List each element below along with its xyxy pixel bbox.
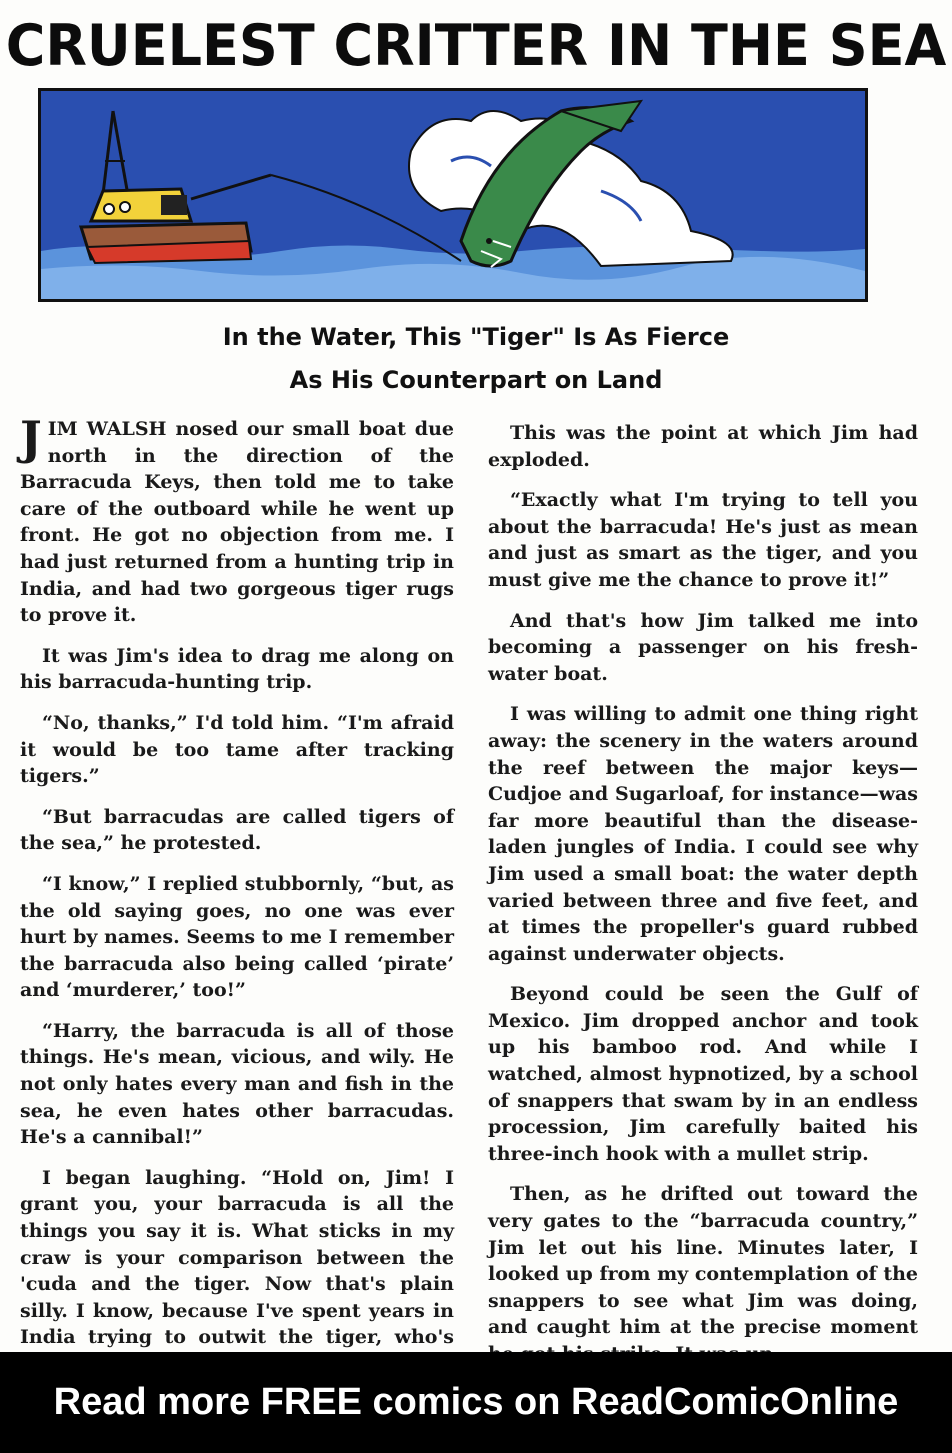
- boat-barracuda-illustration: [41, 91, 865, 299]
- paragraph: And that's how Jim talked me into becoming a passenger on his fresh-water boat.: [488, 609, 918, 685]
- drop-cap: J: [20, 411, 42, 465]
- paragraph: JIM WALSH nosed our small boat due north in the direction of the Barracuda Keys, then told me to take care of the outboard while he went up front. He got no objection from me. I had just returned from a hunting trip in India, and had two gorgeous tiger rugs to prove it.: [20, 411, 454, 627]
- paragraph: Beyond could be seen the Gulf of Mexico. Jim dropped anchor and took up his bamboo rod. And while I watched, almost hypnotized, by a school of snappers that swam by in an endless procession, Jim carefully baited his three-inch hook with a mullet strip.: [488, 983, 918, 1165]
- promo-footer-banner[interactable]: Read more FREE comics on ReadComicOnline: [0, 1352, 952, 1453]
- subtitle-line-1: In the Water, This "Tiger" Is As Fierce: [222, 323, 730, 351]
- paragraph: “I know,” I replied stubbornly, “but, as the old saying goes, no one was ever hurt by names. Seems to me I remember the barracuda also being called ‘pirate’ and ‘murderer,’ too!”: [20, 872, 454, 1002]
- paragraph: I was willing to admit one thing right away: the scenery in the waters around the reef between the major keys—Cudjoe and Sugarloaf, for instance—was far more beautiful than the disease-laden jungles of India. I could see why Jim used a small boat: the water depth varied between three and five feet, and at times the propeller's guard rubbed against underwater objects.: [488, 703, 918, 965]
- paragraph: “No, thanks,” I'd told him. “I'm afraid it would be too tame after tracking tigers.”: [20, 711, 454, 788]
- paragraph: I began laughing. “Hold on, Jim! I grant you, your barracuda is all the things you say it is. What sticks in my craw is your comparison between the 'cuda and the tiger. Now that's plain silly. I know, because I've spent years in India trying to outwit the tiger, who's: [20, 1166, 454, 1349]
- paragraph: “But barracudas are called tigers of the sea,” he protested.: [20, 805, 454, 855]
- right-text-column: [488, 420, 918, 1382]
- paragraph: “Harry, the barracuda is all of those things. He's mean, vicious, and wily. He not only hates every man and fish in the sea, he even hates other barracudas. He's a cannibal!”: [20, 1019, 454, 1149]
- illustration-panel: [38, 88, 868, 302]
- subtitle-line-2: As His Counterpart on Land: [289, 366, 663, 394]
- left-text-column: [20, 411, 454, 1392]
- paragraph: “Exactly what I'm trying to tell you about the barracuda! He's just as mean and just as smart as the tiger, and you must give me the chance to prove it!”: [488, 489, 918, 591]
- paragraph: Then, as he drifted out toward the very gates to the “barracuda country,” Jim let out his line. Minutes later, I looked up from my contemplation of the snappers to see what Jim was doing, and caught him at the precise moment: [488, 1183, 918, 1339]
- paragraph: It was Jim's idea to drag me along on his barracuda-hunting trip.: [20, 644, 454, 694]
- paragraph: This was the point at which Jim had exploded.: [488, 422, 918, 471]
- page-title: CRUELEST CRITTER IN THE SEA: [5, 12, 947, 79]
